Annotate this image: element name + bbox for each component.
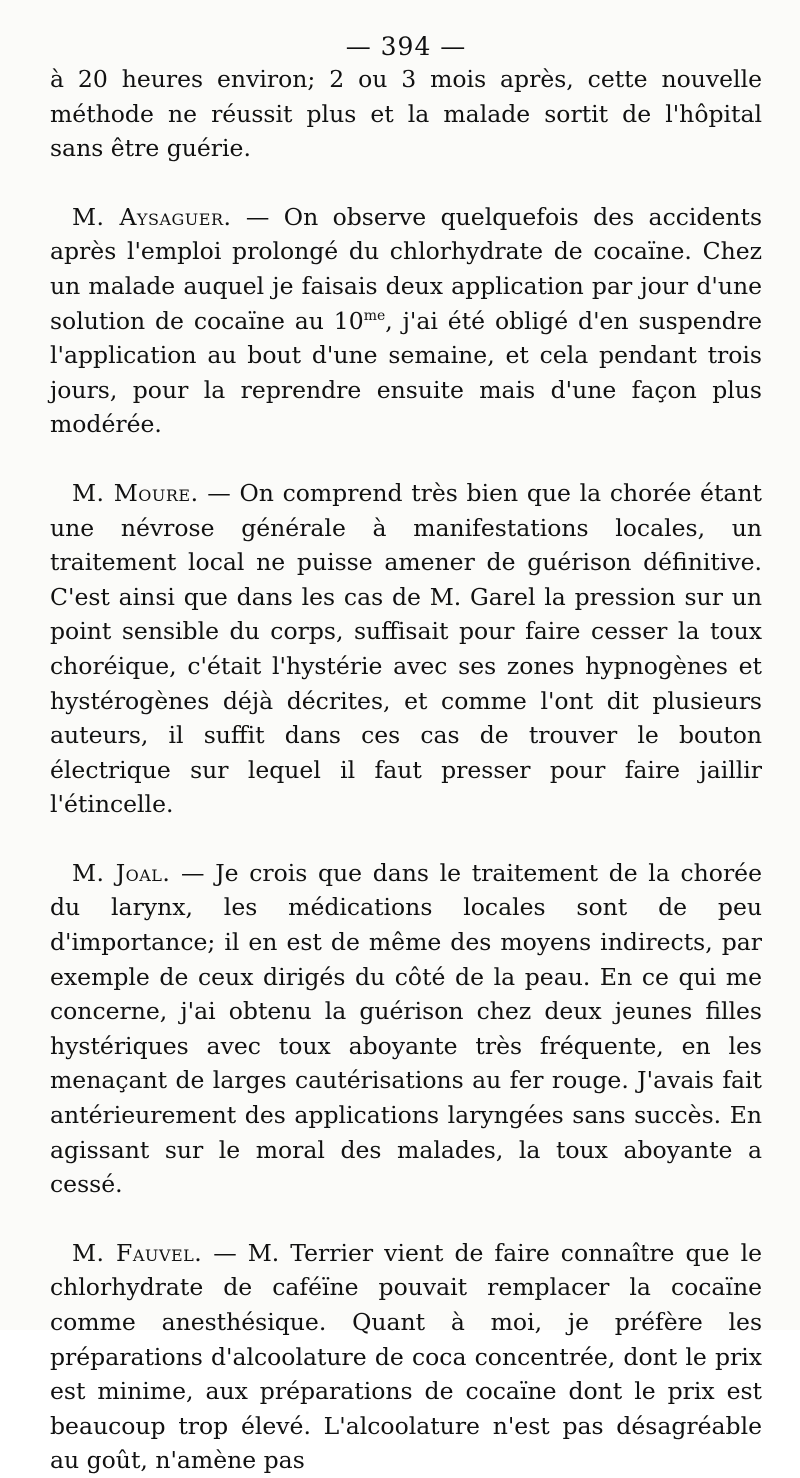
paragraph-fauvel	[50, 1236, 762, 1478]
superscript: me	[363, 307, 386, 324]
page-number: — 394 —	[345, 32, 467, 61]
paragraph-joal	[50, 856, 762, 1202]
speaker-name: M. Fauvel.	[72, 1238, 203, 1267]
paragraph-text: — On observe quelquefois des accidents après l'emploi prolongé du chlorhydrate de cocaïne. Chez un malade auquel je faisais deux application par jour d'une solution de cocaïne au 10	[50, 202, 763, 335]
paragraph-text: — On comprend très bien que la chorée étant une névrose générale à manifestations locales, un traitement local ne puisse amener de guérison définitive. C'est ainsi que dans les cas de M. Garel la pression sur un point sensible du corps, suffisait pour faire cesser la toux choréique, c'était l'hystérie avec ses zones hypnogènes et hystérogènes déjà décrites, et comme l'ont dit plusieurs auteurs, il suffit dans ces cas de trouver le bouton électrique sur lequel il faut presser pour faire jaillir l'étincelle.	[50, 478, 762, 819]
paragraph-moure	[50, 476, 762, 822]
speaker-name: M. Aysaguer.	[72, 202, 232, 231]
speaker-name: M. Joal.	[72, 858, 171, 887]
speaker-name: M. Moure.	[72, 478, 199, 507]
paragraph-continuation	[50, 62, 762, 166]
paragraph-text: — Je crois que dans le traitement de la chorée du larynx, les médications locales sont de peu d'importance; il en est de même des moyens indirects, par exemple de ceux dirigés du côté de la peau. En ce qui me concerne, j'ai obtenu la guérison chez deux jeunes filles hystériques avec toux aboyante très fréquente, en les menaçant de larges cautérisations au fer rouge. J'avais fait antérieurement des applications laryngées sans succès. En agissant sur le moral des malades, la toux aboyante a cessé.	[50, 858, 762, 1199]
paragraph-text-after: , j'ai été obligé d'en suspendre l'application au bout d'une semaine, et cela pendant trois jours, pour la reprendre ensuite mais d'une façon plus modérée.	[50, 306, 762, 439]
paragraph-text: — M. Terrier vient de faire connaître que le chlorhydrate de caféïne pouvait remplacer la cocaïne comme anesthésique. Quant à moi, je préfère les préparations d'alcoolature de coca concentrée, dont le prix est minime, aux préparations de cocaïne dont le prix est beaucoup trop élevé. L'alcoolature n'est pas désagréable au goût, n'amène pas	[50, 1238, 762, 1475]
paragraph-text: à 20 heures environ; 2 ou 3 mois après, cette nouvelle méthode ne réussit plus et la malade sortit de l'hôpital sans être guérie.	[50, 65, 762, 163]
paragraph-aysaguer	[50, 200, 762, 442]
